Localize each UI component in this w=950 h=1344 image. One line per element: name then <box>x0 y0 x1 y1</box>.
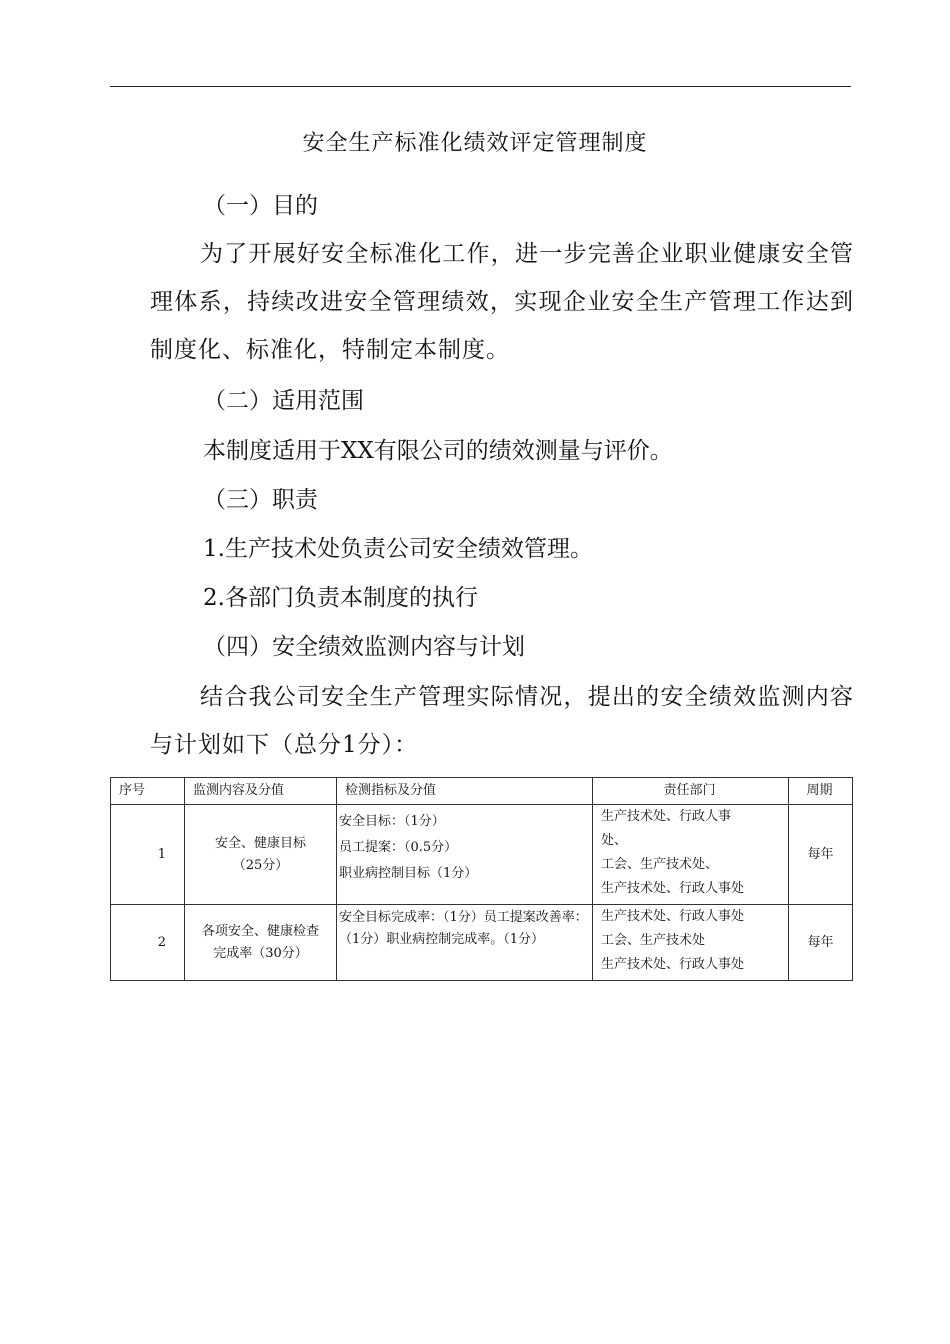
section-heading-duty: （三）职责 <box>203 487 318 513</box>
metric-line: 职业病控制目标（1分） <box>339 866 478 881</box>
dept-line: 工会、生产技术处、 <box>601 857 719 872</box>
header-dept: 责任部门 <box>593 778 789 805</box>
plan-paragraph: 结合我公司安全生产管理实际情况，提出的安全绩效监测内容与计划如下（总分1分）： <box>150 684 854 758</box>
document-title: 安全生产标准化绩效评定管理制度 <box>302 131 648 156</box>
section-heading-scope: （二）适用范围 <box>203 388 364 414</box>
table-row <box>111 805 853 905</box>
content-line: 完成率（30分） <box>213 945 308 961</box>
section-heading-plan: （四）安全绩效监测内容与计划 <box>203 634 525 660</box>
header-period: 周期 <box>789 778 853 805</box>
metric-line: 员工提案：（0.5分） <box>339 840 458 855</box>
monitoring-content-cell <box>185 805 337 905</box>
dept-line: 生产技术处、行政人事 <box>601 809 732 824</box>
table-row <box>111 905 853 981</box>
dept-line: 生产技术处、行政人事处 <box>601 957 745 972</box>
dept-line: 工会、生产技术处 <box>601 933 706 948</box>
monitoring-content-cell <box>185 905 337 981</box>
dept-line: 生产技术处、行政人事处 <box>601 909 745 924</box>
metric-cell: 安全目标完成率：（1分）员工提案改善率：（1分）职业病控制完成率。（1分） <box>337 905 593 981</box>
responsible-dept-cell <box>593 905 789 981</box>
dept-line: 生产技术处、行政人事处 <box>601 881 745 896</box>
responsible-dept-cell <box>593 805 789 905</box>
header-rule <box>110 86 851 87</box>
section-heading-purpose: （一）目的 <box>203 193 318 219</box>
row-number: 1 <box>111 805 185 905</box>
content-line: （25分） <box>232 857 289 873</box>
period-cell: 每年 <box>789 905 853 981</box>
header-metric: 检测指标及分值 <box>337 778 593 805</box>
purpose-paragraph: 为了开展好安全标准化工作，进一步完善企业职业健康安全管理体系，持续改进安全管理绩效，实现企业安全生产管理工作达到制度化、标准化，特制定本制度。 <box>150 241 854 363</box>
monitoring-plan-table <box>110 777 853 981</box>
table-header-row <box>111 778 853 805</box>
dept-line: 处、 <box>601 833 628 848</box>
metric-cell <box>337 805 593 905</box>
content-line: 各项安全、健康检查 <box>201 923 319 939</box>
row-number: 2 <box>111 905 185 981</box>
period-cell: 每年 <box>789 805 853 905</box>
header-content: 监测内容及分值 <box>185 778 337 805</box>
duty-item-2: 2.各部门负责本制度的执行 <box>203 585 478 611</box>
scope-paragraph: 本制度适用于XX有限公司的绩效测量与评价。 <box>203 438 673 464</box>
duty-item-1: 1.生产技术处负责公司安全绩效管理。 <box>203 536 593 562</box>
header-no: 序号 <box>111 778 185 805</box>
content-line: 安全、健康目标 <box>214 835 306 851</box>
metric-line: 安全目标：（1分） <box>339 814 445 829</box>
